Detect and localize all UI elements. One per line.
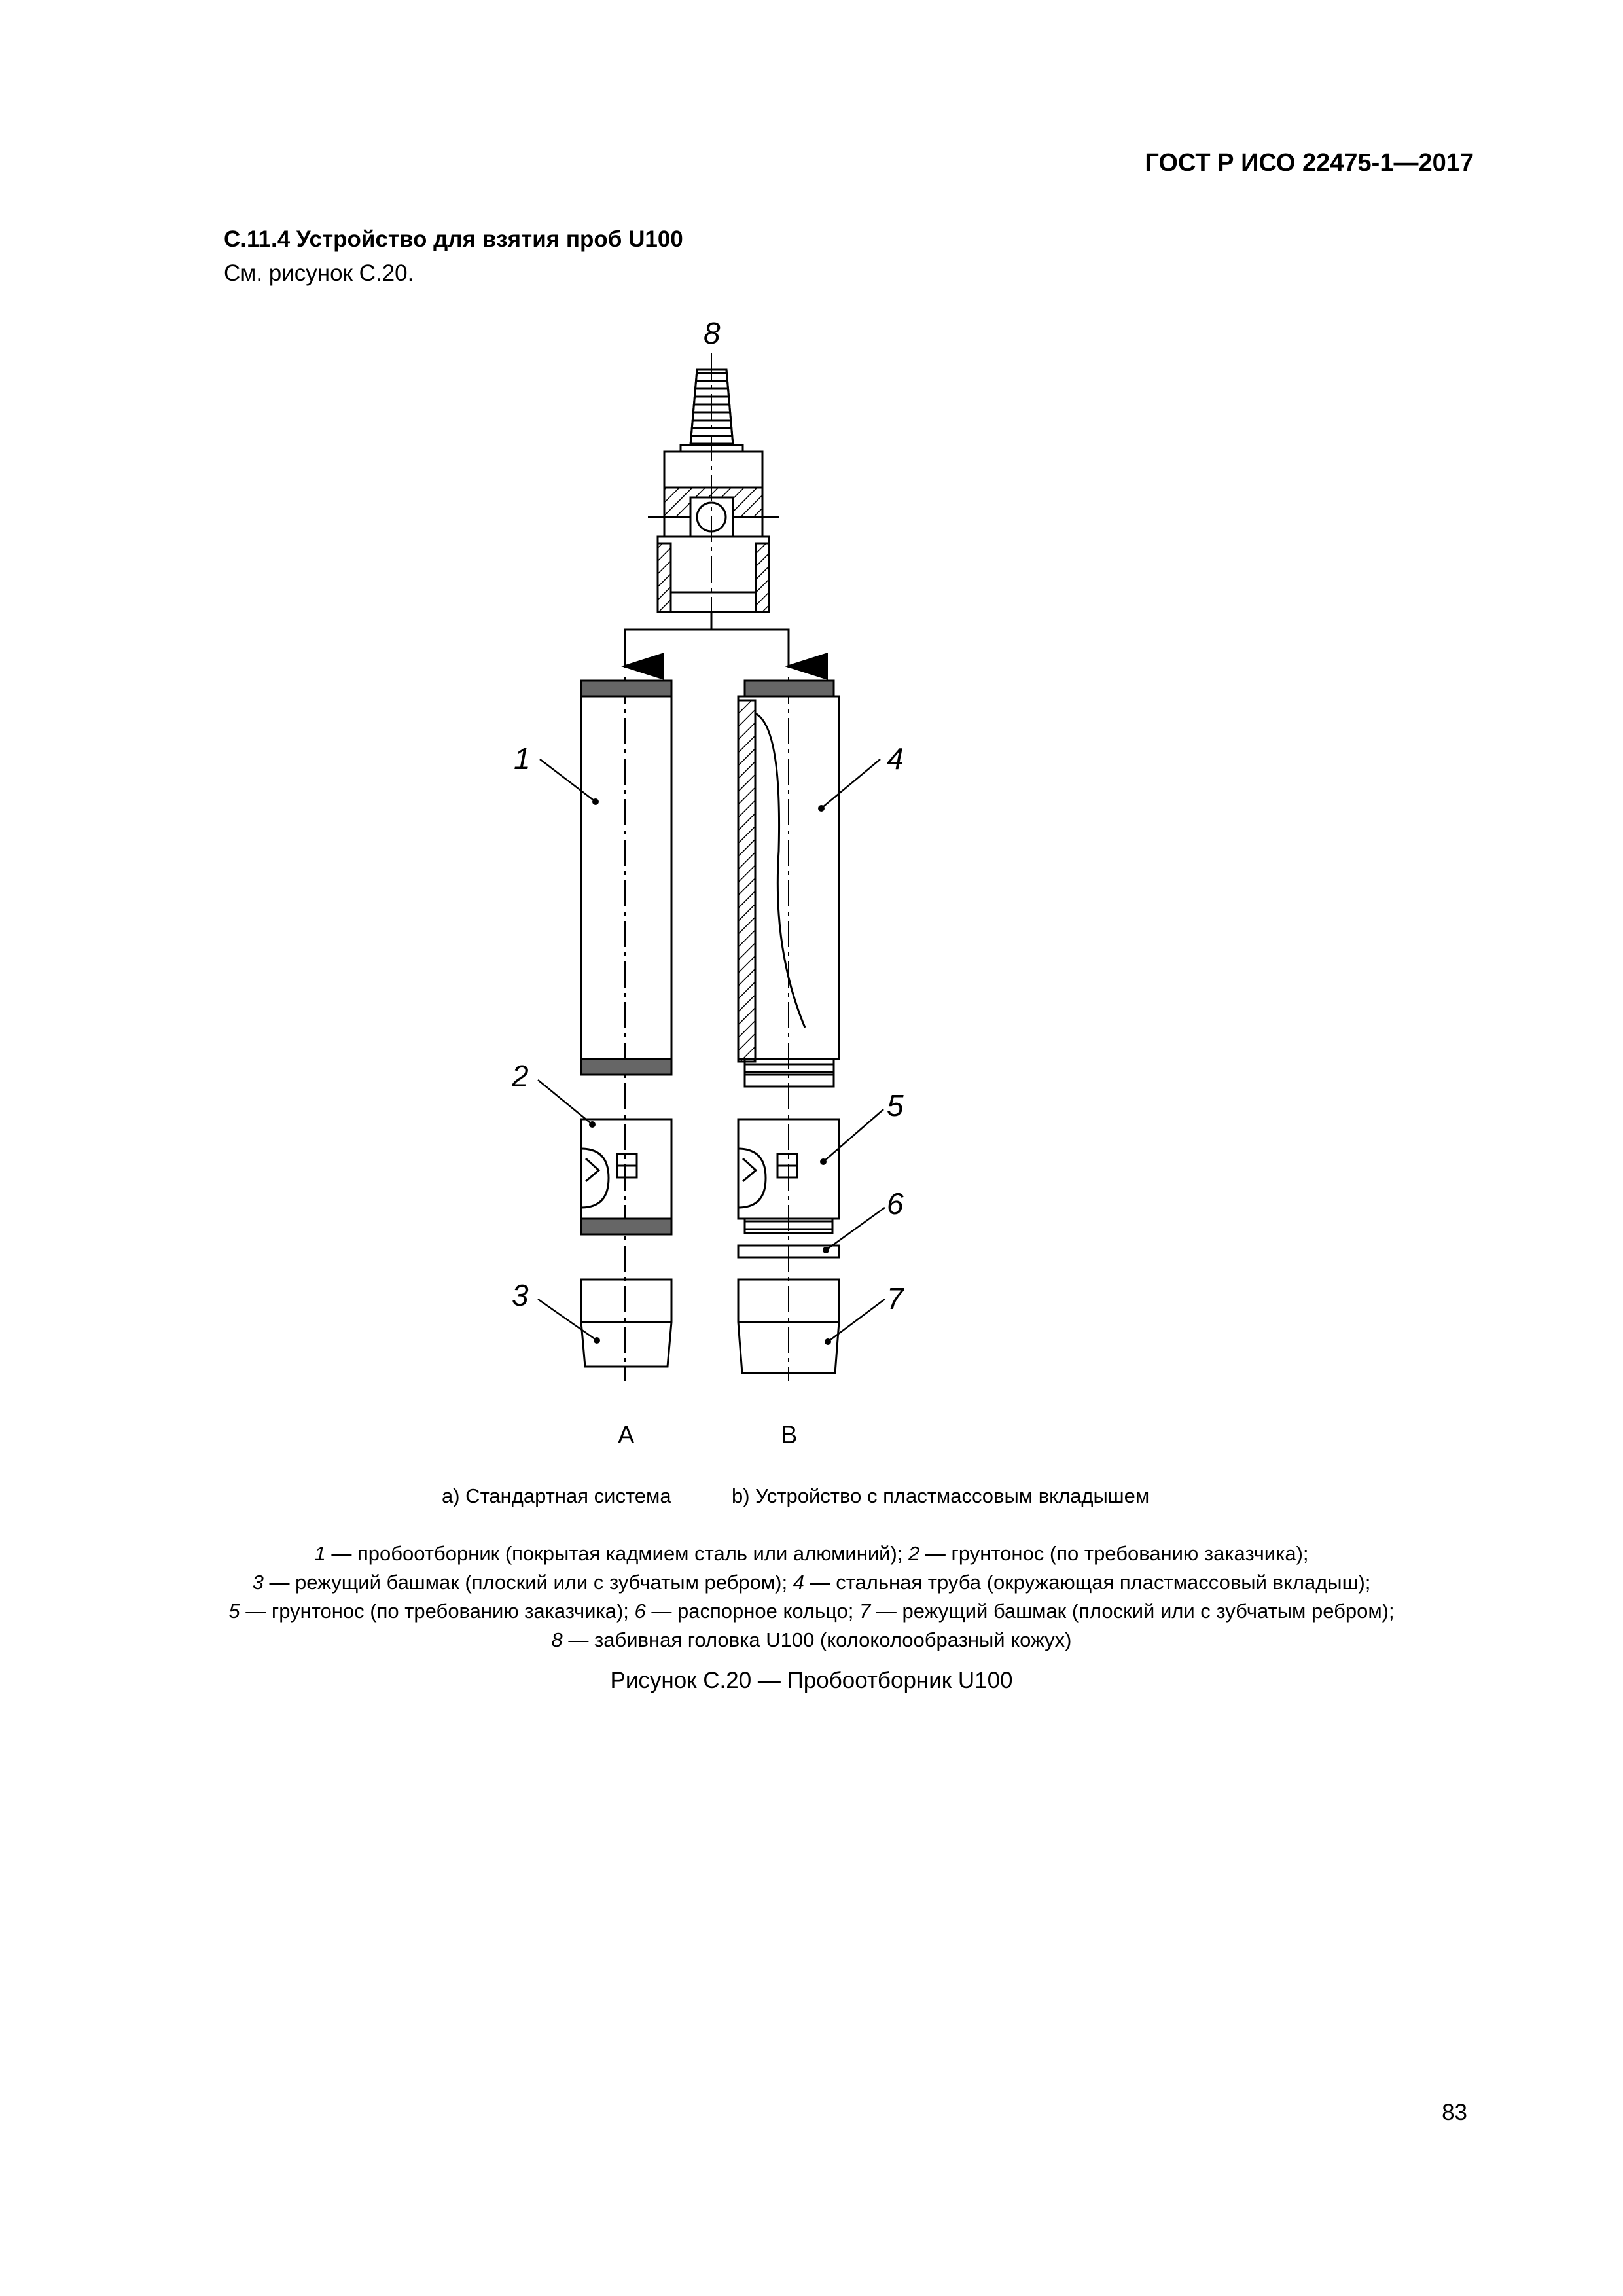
legend-line-2: 3 — режущий башмак (плоский или с зубчатым ребром); 4 — стальная труба (окружающая пластмассовый вкладыш); xyxy=(252,1571,1371,1594)
section-title: C.11.4 Устройство для взятия проб U100 xyxy=(224,226,683,252)
drive-head xyxy=(648,370,779,612)
callout-5: 5 xyxy=(887,1088,904,1122)
cutting-shoe-a xyxy=(581,1280,671,1367)
callout-8: 8 xyxy=(704,316,721,350)
core-catcher-a xyxy=(581,1119,671,1234)
figure-title: Рисунок С.20 — Пробоотборник U100 xyxy=(610,1668,1013,1693)
callout-1: 1 xyxy=(514,742,531,776)
sampler-tube-a xyxy=(581,681,671,1075)
column-label-b: B xyxy=(781,1422,798,1449)
column-label-a: A xyxy=(618,1422,635,1449)
legend-line-3: 5 — грунтонос (по требованию заказчика); 6 — распорное кольцо; 7 — режущий башмак (плоский или с зубчатым ребром); xyxy=(228,1600,1395,1623)
page-number: 83 xyxy=(1442,2100,1467,2125)
document-header-code: ГОСТ Р ИСО 22475-1—2017 xyxy=(1145,149,1474,177)
callout-6: 6 xyxy=(887,1187,904,1221)
callout-3: 3 xyxy=(512,1278,529,1312)
subcaption-b: b) Устройство с пластмассовым вкладышем xyxy=(732,1484,1150,1507)
legend-line-4: 8 — забивная головка U100 (колоколообразный кожух) xyxy=(551,1628,1072,1651)
legend-line-1: 1 — пробоотборник (покрытая кадмием сталь или алюминий); 2 — грунтонос (по требованию заказчика); xyxy=(314,1542,1309,1565)
section-figure-reference: См. рисунок С.20. xyxy=(224,260,414,286)
subcaption-a: а) Стандартная система xyxy=(442,1484,671,1507)
callout-2: 2 xyxy=(512,1059,529,1093)
callout-7: 7 xyxy=(887,1282,904,1316)
callout-4: 4 xyxy=(887,742,904,776)
